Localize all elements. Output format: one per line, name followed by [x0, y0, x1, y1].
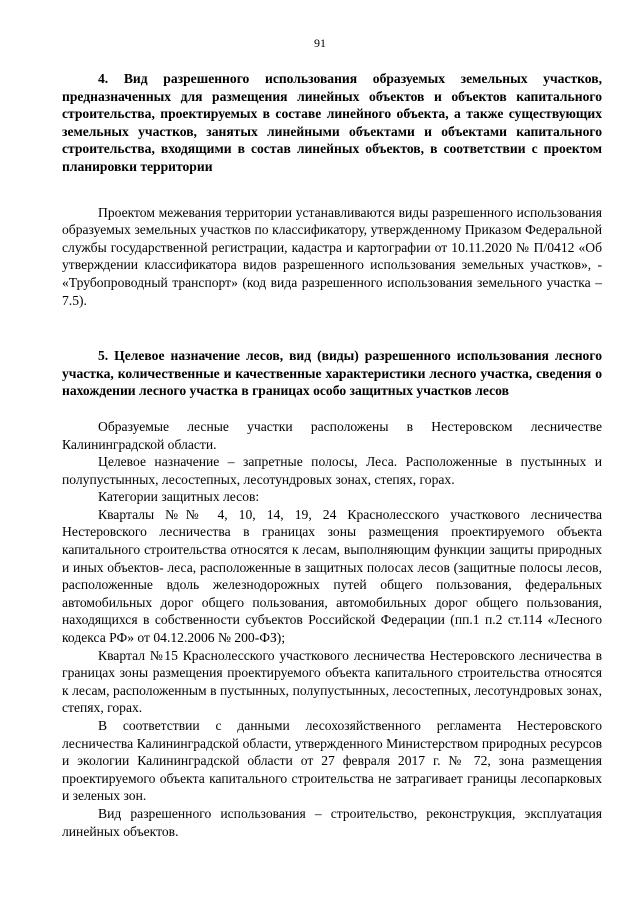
- section-4-paragraph: Проектом межевания территории устанавливаются виды разрешенного использования образуемых земельных участков по классификатору, утвержденному Приказом Федеральной службы государственной регистрации, кадастра и картографии от 10.11.2020 № П/0412 «Об утверждении классификатора видов разрешенного использования земельных участков», - «Трубопроводный транспорт» (код вида разрешенного использования земельного участка – 7.5).: [62, 204, 602, 308]
- section-5-paragraph: Кварталы №№ 4, 10, 14, 19, 24 Краснолесского участкового лесничества Нестеровского лесничества в границах зоны размещения проектируемого объекта капитального строительства относятся к лесам, выполняющим функции защиты природных и иных объектов- леса, расположенные в защитных полосах лесов (защитные полосы лесов, расположенные вдоль железнодорожных путей общего пользования, федеральных автомобильных дорог общего пользования, автомобильных дорог общего пользования, находящихся в собственности субъектов Российской Федерации (пп.1 п.2 ст.114 «Лесного кодекса РФ» от 04.12.2006 № 200-ФЗ);: [62, 506, 602, 646]
- section-5-paragraph: Квартал №15 Краснолесского участкового лесничества Нестеровского лесничества в границах зоны размещения проектируемого объекта капитального строительства относятся к лесам, расположенным в пустынных, полупустынных, лесостепных, лесотундровых зонах, степях, горах.: [62, 647, 602, 716]
- section-5-paragraph: Вид разрешенного использования – строительство, реконструкция, эксплуатация линейных объектов.: [62, 805, 602, 839]
- spacer: [62, 400, 602, 418]
- page-number: 91: [314, 36, 326, 50]
- document-body: [62, 70, 602, 840]
- spacer: [62, 309, 602, 347]
- section-5-paragraph: Категории защитных лесов:: [98, 489, 260, 505]
- section-5-paragraph: Целевое назначение – запретные полосы, Леса. Расположенные в пустынных и полупустынных, лесостепных, лесотундровых зонах, степях, горах.: [62, 454, 602, 487]
- spacer: [62, 176, 602, 204]
- section-5-heading: 5. Целевое назначение лесов, вид (виды) разрешенного использования лесного участка, количественные и качественные характеристики лесного участка, сведения о нахождении лесного участка в границах особо защитных участков лесов: [62, 348, 602, 399]
- section-4-heading: 4. Вид разрешенного использования образуемых земельных участков, предназначенных для размещения линейных объектов и объектов капитального строительства, проектируемых в составе линейного объекта, а также существующих земельных участков, занятых линейными объектами и объектами капитального строительства, входящими в состав линейных объектов, в соответствии с проектом планировки территории: [62, 71, 602, 174]
- section-5-paragraph: В соответствии с данными лесохозяйственного регламента Нестеровского лесничества Калининградской области, утвержденного Министерством природных ресурсов и экологии Калининградской области от 27 февраля 2017 г. № 72, зона размещения проектируемого объекта капитального строительства не затрагивает границы лесопарковых и зеленых зон.: [62, 718, 602, 804]
- section-5-paragraph: Образуемые лесные участки расположены в Нестеровском лесничестве Калининградской области.: [62, 418, 602, 452]
